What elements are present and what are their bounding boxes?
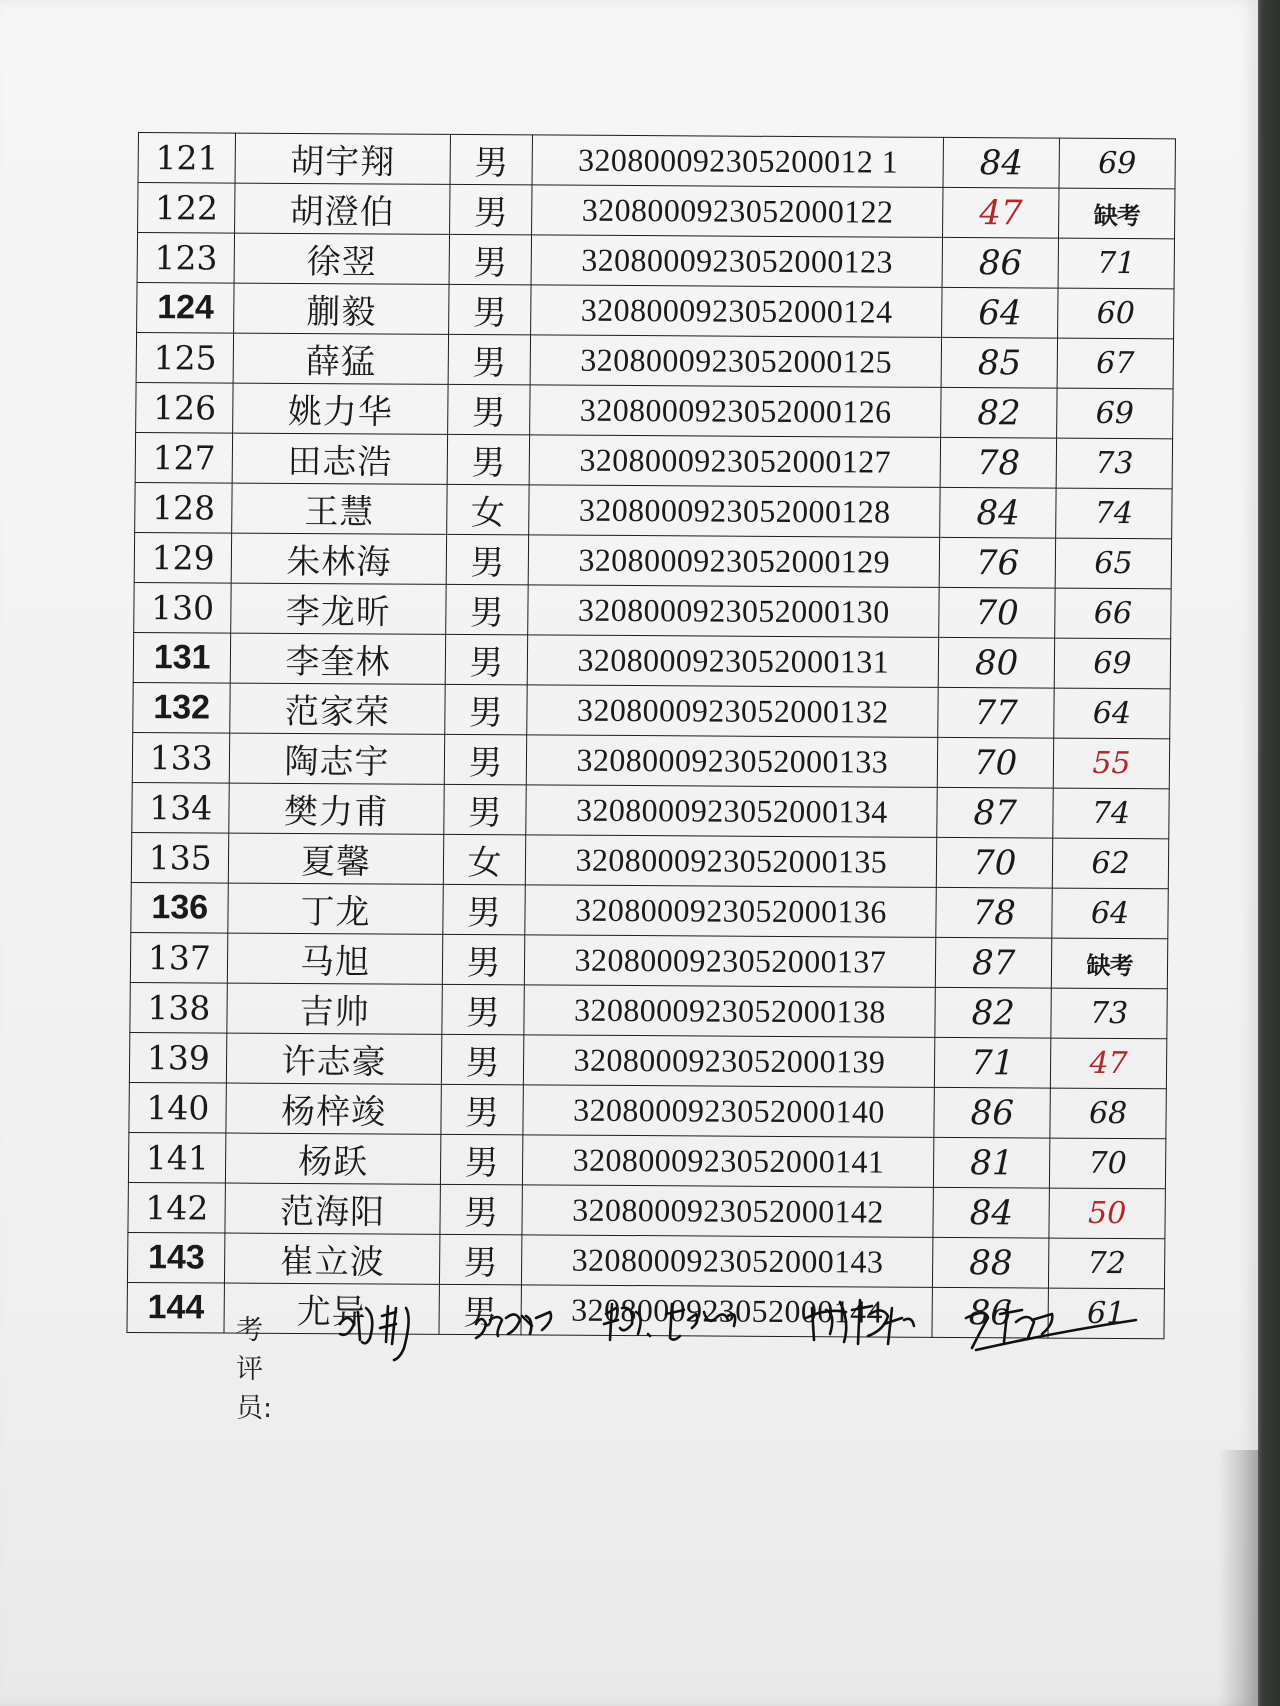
student-name: 杨跃 — [226, 1133, 441, 1184]
row-number: 141 — [128, 1132, 226, 1183]
student-sex: 男 — [446, 534, 529, 585]
score-practical: 68 — [1050, 1088, 1166, 1139]
table-row — [131, 832, 1168, 888]
student-id: 3208000923052000142 — [522, 1185, 933, 1238]
row-number: 122 — [138, 183, 236, 234]
student-sex: 男 — [447, 434, 530, 485]
score-practical: 66 — [1055, 588, 1171, 639]
student-sex: 男 — [441, 1034, 524, 1085]
row-number: 142 — [128, 1182, 226, 1233]
student-id: 3208000923052000136 — [525, 885, 936, 938]
student-sex: 男 — [444, 734, 527, 785]
table-row — [136, 332, 1173, 388]
score-theory: 78 — [936, 887, 1052, 938]
score-theory: 77 — [938, 687, 1054, 738]
paper-shadow — [1218, 1450, 1258, 1706]
row-number: 125 — [136, 332, 234, 383]
student-id: 3208000923052000128 — [529, 485, 940, 538]
score-theory: 47 — [943, 187, 1059, 238]
student-id: 320800092305200012 1 — [532, 135, 943, 188]
student-id: 3208000923052000131 — [528, 635, 939, 688]
student-sex: 女 — [443, 834, 526, 885]
student-name: 王慧 — [232, 483, 447, 534]
score-theory: 64 — [942, 287, 1058, 338]
student-sex: 男 — [444, 684, 527, 735]
student-id: 3208000923052000138 — [524, 985, 935, 1038]
score-practical: 69 — [1057, 388, 1173, 439]
student-id: 3208000923052000129 — [529, 535, 940, 588]
table-row — [130, 982, 1167, 1038]
student-name: 尤异 — [224, 1283, 439, 1334]
student-id: 3208000923052000123 — [531, 235, 942, 288]
table-row — [137, 232, 1174, 288]
student-name: 朱林海 — [232, 533, 447, 584]
row-number: 121 — [138, 133, 236, 184]
row-number: 137 — [130, 932, 228, 983]
score-practical: 缺考 — [1059, 188, 1175, 239]
score-theory: 87 — [936, 937, 1052, 988]
student-sex: 男 — [441, 984, 524, 1035]
table-row — [136, 382, 1173, 438]
student-sex: 男 — [439, 1234, 522, 1285]
student-id: 3208000923052000130 — [528, 585, 939, 638]
student-id: 3208000923052000143 — [522, 1235, 933, 1288]
table-row — [133, 682, 1170, 738]
row-number: 128 — [135, 482, 233, 533]
signature-scribbles — [336, 1294, 1236, 1364]
score-practical: 74 — [1053, 788, 1169, 839]
student-sex: 女 — [446, 484, 529, 535]
score-theory: 70 — [938, 737, 1054, 788]
student-id: 3208000923052000140 — [523, 1085, 934, 1138]
table-row — [132, 732, 1169, 788]
score-practical: 70 — [1049, 1138, 1165, 1189]
table-row — [129, 1082, 1166, 1138]
score-practical: 61 — [1048, 1288, 1164, 1339]
student-sex: 男 — [450, 134, 533, 185]
score-practical: 69 — [1054, 638, 1170, 689]
score-theory: 86 — [942, 237, 1058, 288]
score-theory: 86 — [932, 1287, 1048, 1338]
score-practical: 73 — [1051, 988, 1167, 1039]
score-theory: 88 — [933, 1237, 1049, 1288]
student-name: 吉帅 — [227, 983, 442, 1034]
score-theory: 81 — [934, 1137, 1050, 1188]
score-practical: 74 — [1056, 488, 1172, 539]
table-row — [131, 882, 1168, 938]
score-practical: 73 — [1056, 438, 1172, 489]
row-number: 127 — [135, 432, 233, 483]
table-row — [135, 432, 1172, 488]
row-number: 136 — [131, 882, 229, 933]
student-name: 陶志宇 — [230, 733, 445, 784]
row-number: 131 — [133, 632, 231, 683]
student-id: 3208000923052000132 — [527, 685, 938, 738]
score-practical: 55 — [1053, 738, 1169, 789]
score-theory: 87 — [937, 787, 1053, 838]
score-practical: 47 — [1050, 1038, 1166, 1089]
row-number: 129 — [134, 532, 232, 583]
score-theory: 82 — [935, 987, 1051, 1038]
row-number: 135 — [131, 832, 229, 883]
score-theory: 84 — [933, 1187, 1049, 1238]
score-practical: 72 — [1049, 1238, 1165, 1289]
student-sex: 男 — [440, 1134, 523, 1185]
score-theory: 70 — [939, 587, 1055, 638]
student-name: 樊力甫 — [229, 783, 444, 834]
score-theory: 80 — [939, 637, 1055, 688]
score-practical: 65 — [1055, 538, 1171, 589]
student-name: 胡宇翔 — [235, 133, 450, 184]
table-row — [129, 1032, 1166, 1088]
student-sex: 男 — [445, 634, 528, 685]
row-number: 139 — [129, 1032, 227, 1083]
row-number: 133 — [132, 732, 230, 783]
table-row — [138, 133, 1175, 189]
row-number: 132 — [133, 682, 231, 733]
table-row — [135, 482, 1172, 538]
student-sex: 男 — [448, 284, 531, 335]
student-name: 田志浩 — [233, 433, 448, 484]
student-sex: 男 — [449, 234, 532, 285]
table-row — [130, 932, 1167, 988]
student-name: 许志豪 — [227, 1033, 442, 1084]
score-table — [126, 132, 1176, 1339]
student-id: 3208000923052000126 — [530, 385, 941, 438]
score-practical: 64 — [1054, 688, 1170, 739]
table-row — [133, 632, 1170, 688]
row-number: 144 — [127, 1282, 225, 1333]
student-id: 3208000923052000122 — [532, 185, 943, 238]
student-sex: 男 — [445, 584, 528, 635]
row-number: 138 — [130, 982, 228, 1033]
student-id: 3208000923052000124 — [531, 285, 942, 338]
examiner-signatures — [336, 1302, 1236, 1362]
student-id: 3208000923052000135 — [526, 835, 937, 888]
score-theory: 84 — [943, 137, 1059, 188]
student-name: 薛猛 — [234, 333, 449, 384]
score-table-body — [127, 133, 1175, 1339]
student-sex: 男 — [448, 334, 531, 385]
score-theory: 84 — [940, 487, 1056, 538]
table-row — [132, 782, 1169, 838]
student-sex: 男 — [449, 184, 532, 235]
student-id: 3208000923052000125 — [530, 335, 941, 388]
table-row — [127, 1232, 1164, 1288]
score-theory: 71 — [935, 1037, 1051, 1088]
student-sex: 男 — [439, 1184, 522, 1235]
score-theory: 76 — [939, 537, 1055, 588]
row-number: 124 — [137, 282, 235, 333]
score-practical: 71 — [1058, 238, 1174, 289]
score-practical: 64 — [1052, 888, 1168, 939]
student-name: 徐翌 — [235, 233, 450, 284]
row-number: 143 — [127, 1232, 225, 1283]
student-name: 崔立波 — [225, 1233, 440, 1284]
score-practical: 缺考 — [1051, 938, 1167, 989]
table-row — [138, 183, 1175, 239]
student-sex: 男 — [439, 1284, 522, 1335]
student-id: 3208000923052000127 — [530, 435, 941, 488]
student-sex: 男 — [443, 784, 526, 835]
student-name: 马旭 — [228, 933, 443, 984]
student-id: 3208000923052000134 — [526, 785, 937, 838]
row-number: 140 — [129, 1082, 227, 1133]
score-theory: 78 — [940, 437, 1056, 488]
table-row — [128, 1182, 1165, 1238]
student-id: 3208000923052000133 — [527, 735, 938, 788]
student-name: 姚力华 — [233, 383, 448, 434]
student-sex: 男 — [442, 934, 525, 985]
score-theory: 86 — [934, 1087, 1050, 1138]
student-id: 3208000923052000144 — [521, 1285, 932, 1338]
student-name: 胡澄伯 — [235, 183, 450, 234]
score-practical: 62 — [1052, 838, 1168, 889]
student-name: 范海阳 — [225, 1183, 440, 1234]
score-theory: 70 — [937, 837, 1053, 888]
student-id: 3208000923052000139 — [524, 1035, 935, 1088]
score-practical: 50 — [1049, 1188, 1165, 1239]
examiner-label: 考评员: — [236, 1315, 273, 1424]
student-id: 3208000923052000141 — [523, 1135, 934, 1188]
student-id: 3208000923052000137 — [525, 935, 936, 988]
score-practical: 69 — [1059, 138, 1175, 189]
student-name: 李奎林 — [231, 633, 446, 684]
student-name: 李龙昕 — [231, 583, 446, 634]
table-row — [137, 282, 1174, 338]
table-row — [128, 1132, 1165, 1188]
student-name: 杨梓竣 — [226, 1083, 441, 1134]
table-row — [134, 532, 1171, 588]
student-name: 蒯毅 — [234, 283, 449, 334]
student-sex: 男 — [442, 884, 525, 935]
student-name: 丁龙 — [228, 883, 443, 934]
student-name: 范家荣 — [230, 683, 445, 734]
row-number: 126 — [136, 382, 234, 433]
row-number: 123 — [137, 232, 235, 283]
row-number: 134 — [132, 782, 230, 833]
score-theory: 85 — [941, 337, 1057, 388]
student-name: 夏馨 — [229, 833, 444, 884]
score-theory: 82 — [941, 387, 1057, 438]
score-practical: 67 — [1057, 338, 1173, 389]
student-sex: 男 — [440, 1084, 523, 1135]
student-sex: 男 — [447, 384, 530, 435]
score-practical: 60 — [1058, 288, 1174, 339]
row-number: 130 — [134, 582, 232, 633]
table-row — [134, 582, 1171, 638]
